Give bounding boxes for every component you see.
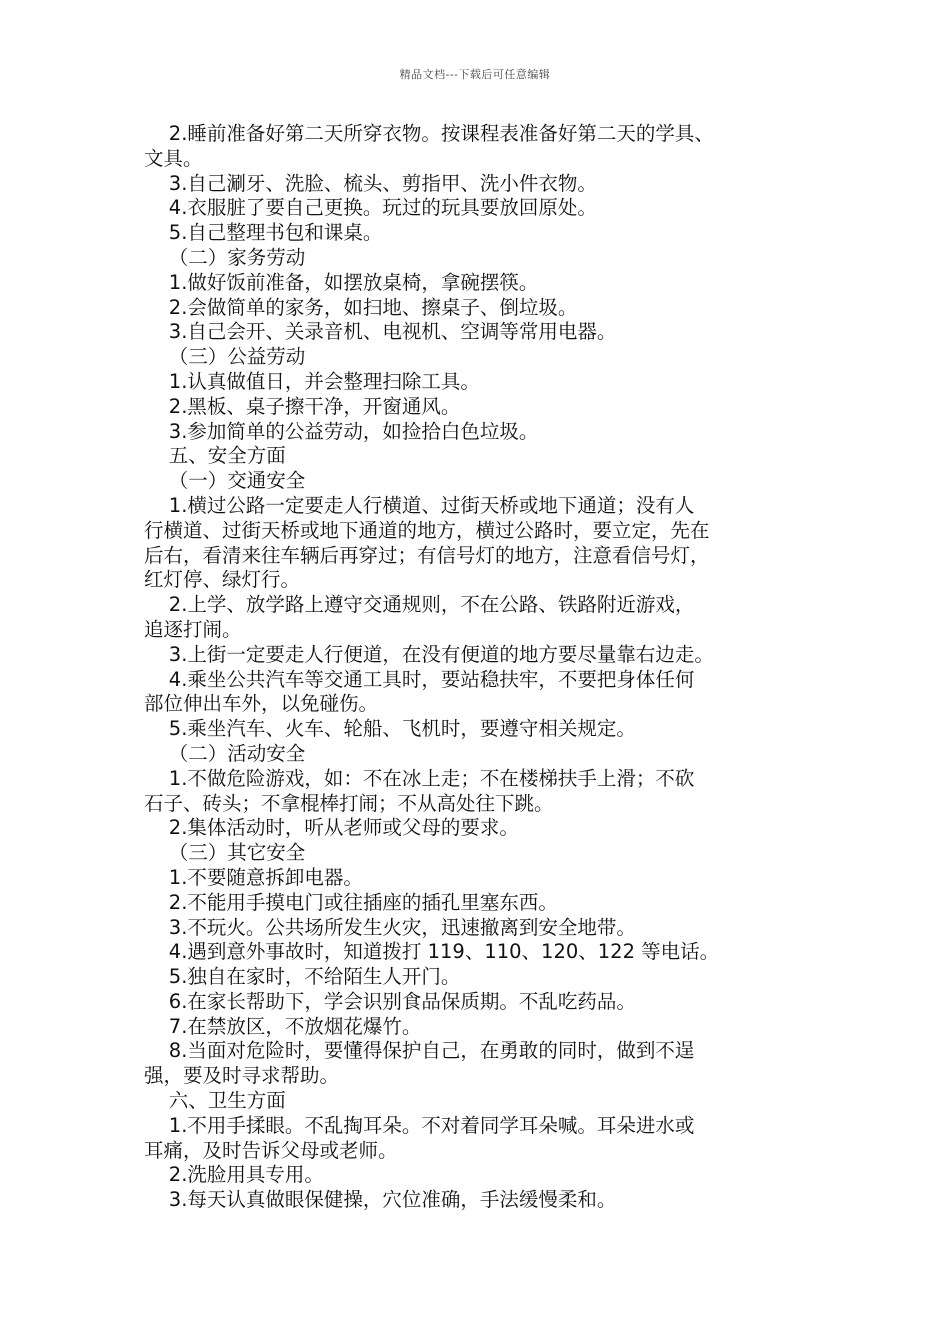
chapter-heading: 六、卫生方面 (144, 1089, 286, 1113)
text-line: 后右，看清来往车辆后再穿过；有信号灯的地方，注意看信号灯， (144, 543, 710, 567)
text-line: 3.不玩火。公共场所发生火灾，迅速撤离到安全地带。 (144, 915, 636, 939)
text-line: 1.不要随意拆卸电器。 (144, 865, 363, 889)
text-line: 1.做好饭前准备，如摆放桌椅，拿碗摆筷。 (144, 270, 539, 294)
text-line: 3.每天认真做眼保健操，穴位准确，手法缓慢柔和。 (144, 1188, 617, 1212)
text-line: 2.不能用手摸电门或往插座的插孔里塞东西。 (144, 890, 558, 914)
text-line: 文具。 (144, 146, 203, 170)
text-line: 2.集体活动时，听从老师或父母的要求。 (144, 816, 519, 840)
text-line: 强，要及时寻求帮助。 (144, 1064, 340, 1088)
text-line: 2.上学、放学路上遵守交通规则，不在公路、铁路附近游戏， (144, 593, 695, 617)
text-line: 1.不做危险游戏，如：不在冰上走；不在楼梯扶手上滑；不砍 (144, 766, 695, 790)
text-line: 8.当面对危险时，要懂得保护自己，在勇敢的同时，做到不逞 (144, 1039, 695, 1063)
document-header: 精品文档---下载后可任意编辑 (399, 68, 551, 81)
text-line: 5.自己整理书包和课桌。 (144, 221, 383, 245)
text-line: 2.睡前准备好第二天所穿衣物。按课程表准备好第二天的学具、 (144, 122, 714, 145)
text-line: 3.上街一定要走人行便道，在没有便道的地方要尽量靠右边走。 (144, 642, 714, 666)
text-line: 3.自己涮牙、洗脸、梳头、剪指甲、洗小件衣物。 (144, 171, 597, 195)
text-line: 2.洗脸用具专用。 (144, 1163, 324, 1187)
text-line: 7.在禁放区，不放烟花爆竹。 (144, 1014, 422, 1038)
text-line: 6.在家长帮助下，学会识别食品保质期。不乱吃药品。 (144, 989, 636, 1013)
section-heading: （一）交通安全 (144, 469, 306, 493)
text-line: 3.参加简单的公益劳动，如捡拾白色垃圾。 (144, 419, 539, 443)
text-line: 石子、砖头；不拿棍棒打闹；不从高处往下跳。 (144, 791, 554, 815)
text-line: 耳痛，及时告诉父母或老师。 (144, 1138, 398, 1162)
section-heading: （二）活动安全 (144, 741, 306, 765)
text-line: 4.衣服脏了要自己更换。玩过的玩具要放回原处。 (144, 196, 597, 220)
section-heading: （二）家务劳动 (144, 245, 306, 269)
document-body (144, 122, 824, 1213)
text-line: 行横道、过街天桥或地下通道的地方，横过公路时，要立定，先在 (144, 518, 710, 542)
section-heading: （三）公益劳动 (144, 345, 306, 369)
text-line: 部位伸出车外，以免碰伤。 (144, 692, 379, 716)
text-line: 追逐打闹。 (144, 617, 242, 641)
text-line: 3.自己会开、关录音机、电视机、空调等常用电器。 (144, 320, 617, 344)
text-line: 5.乘坐汽车、火车、轮船、飞机时，要遵守相关规定。 (144, 717, 636, 741)
text-line: 2.黑板、桌子擦干净，开窗通风。 (144, 394, 461, 418)
section-heading: （三）其它安全 (144, 841, 306, 865)
text-line: 1.认真做值日，并会整理扫除工具。 (144, 369, 480, 393)
text-line: 4.乘坐公共汽车等交通工具时，要站稳扶牢，不要把身体任何 (144, 667, 695, 691)
text-line: 1.横过公路一定要走人行横道、过街天桥或地下通道；没有人 (144, 493, 695, 517)
chapter-heading: 五、安全方面 (144, 444, 286, 468)
text-line: 4.遇到意外事故时，知道拨打 119、110、120、122 等电话。 (144, 940, 720, 964)
text-line: 1.不用手揉眼。不乱掏耳朵。不对着同学耳朵喊。耳朵进水或 (144, 1113, 695, 1137)
text-line: 2.会做简单的家务，如扫地、擦桌子、倒垃圾。 (144, 295, 578, 319)
text-line: 红灯停、绿灯行。 (144, 568, 301, 592)
text-line: 5.独自在家时，不给陌生人开门。 (144, 965, 461, 989)
